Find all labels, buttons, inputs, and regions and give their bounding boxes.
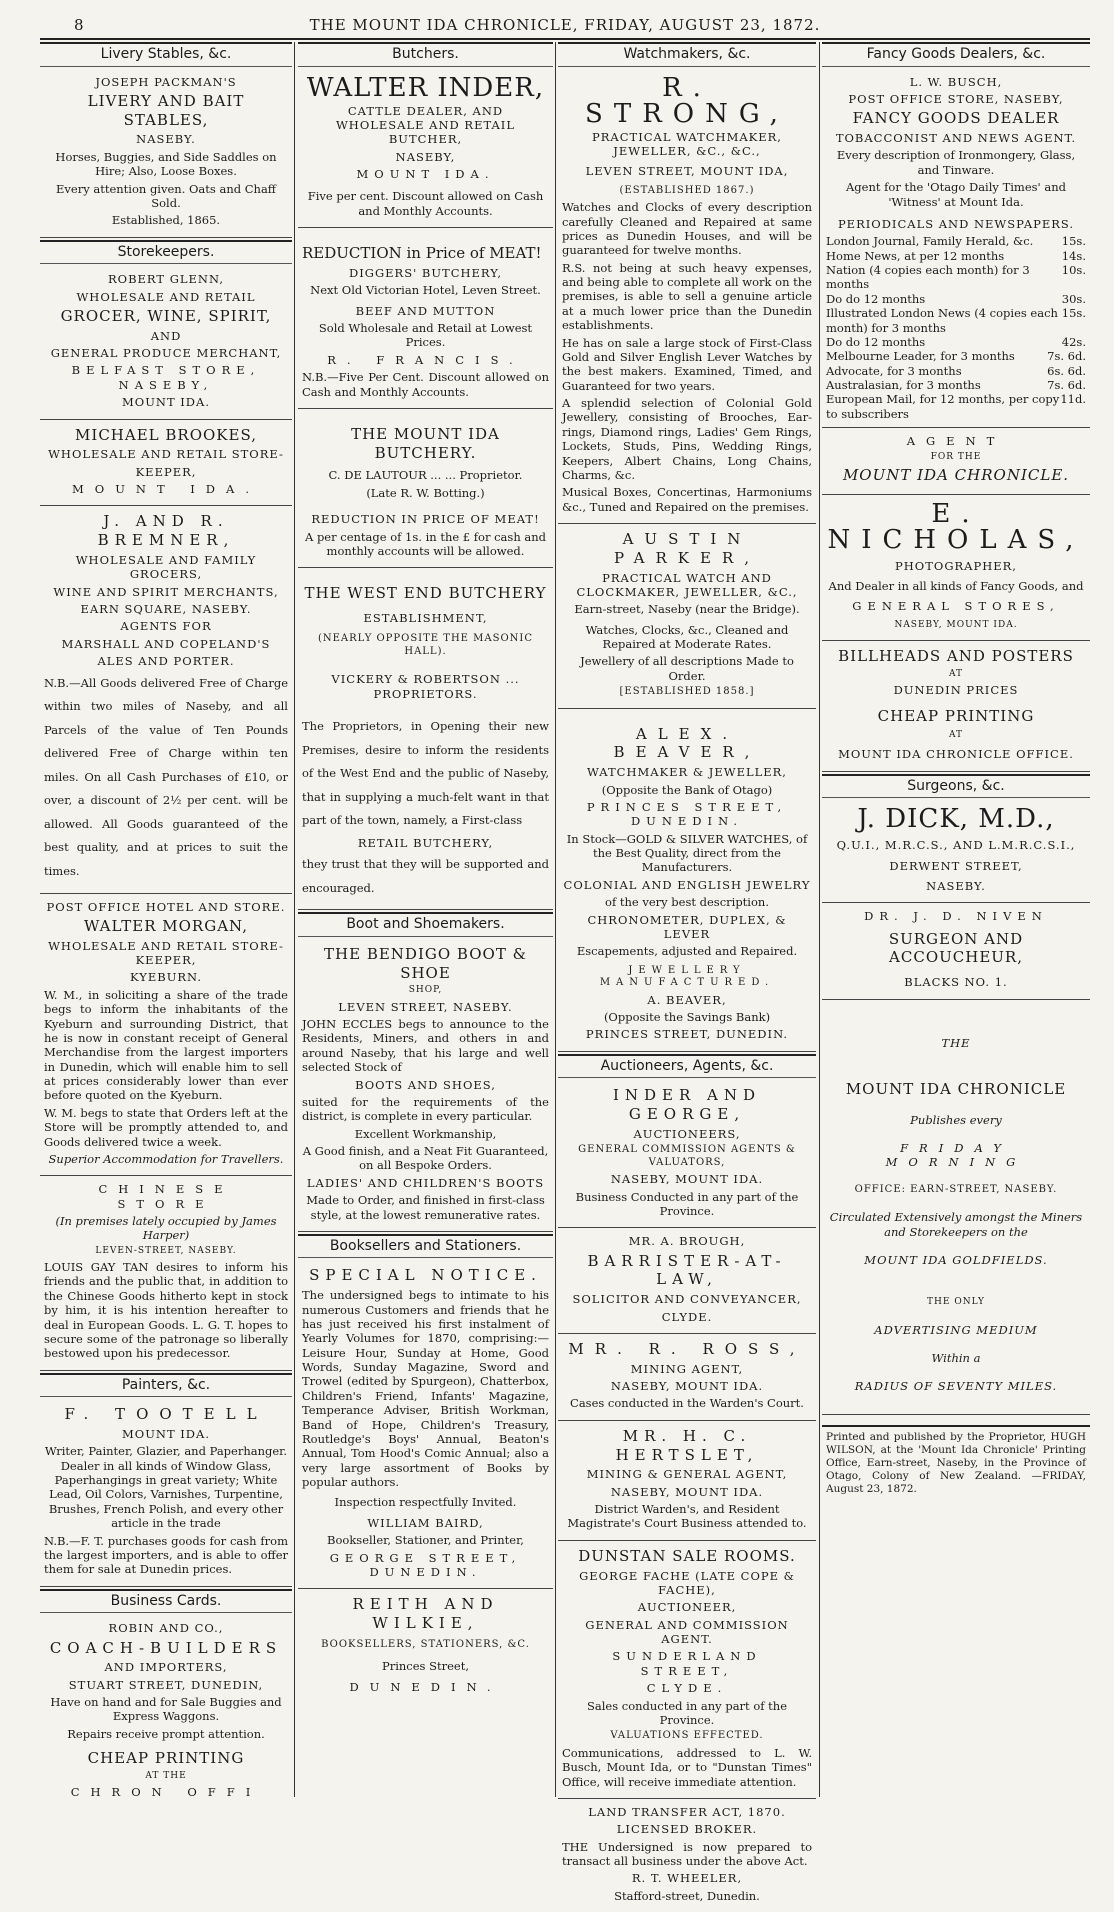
ad-body: The Proprietors, in Opening their new Premises, desire to inform the residents of the West End and the public of Naseby, that in supplying a much-felt want in that part of the town, namely, a First-class bbox=[302, 719, 549, 828]
ad-line: (NEARLY OPPOSITE THE MASONIC HALL). bbox=[317, 633, 534, 657]
ad-title: F. TOOTELL bbox=[64, 1405, 268, 1424]
ad-line: (Late R. W. Botting.) bbox=[366, 485, 485, 500]
ad-bendigo bbox=[298, 941, 553, 1232]
ad-reith bbox=[298, 1591, 553, 1703]
ad-title: DUNSTAN SALE ROOMS. bbox=[578, 1546, 796, 1565]
section-heading: Surgeons, &c. bbox=[822, 774, 1090, 799]
ad-title: THE BENDIGO BOOT & SHOE bbox=[324, 944, 527, 982]
ad-line: DERWENT STREET, bbox=[889, 858, 1023, 873]
ad-line: NASEBY. bbox=[926, 878, 986, 893]
section-heading: Boot and Shoemakers. bbox=[298, 912, 553, 937]
ad-line: Sold Wholesale and Retail at Lowest Prices. bbox=[318, 321, 533, 350]
ad-title: INDER AND GEORGE, bbox=[612, 1086, 762, 1123]
ad-body: LOUIS GAY TAN desires to inform his friends and the public that, in addition to the Chinese Goods hitherto kept in stock by him, it is his intention hereafter to deal in European Goods. L. G. T. hopes to secure some of the patronage so liberally bestowed upon his predecessor. bbox=[44, 1260, 288, 1361]
ad-line: ROBIN AND CO., bbox=[108, 1621, 224, 1636]
ad-title: SURGEON AND ACCOUCHEUR, bbox=[888, 929, 1024, 967]
periodical-price: 15s. bbox=[1061, 234, 1086, 249]
ad-line: LAND TRANSFER ACT, 1870. bbox=[588, 1804, 786, 1819]
ad-line: CLYDE. bbox=[661, 1309, 713, 1324]
ad-line: GEORGE FACHE (LATE COPE & FACHE), bbox=[579, 1568, 795, 1597]
ad-body: A splendid selection of Colonial Gold Jewellery, consisting of Brooches, Ear-rings, Diamond rings, Ladies' Gem Rings, Lockets, Studs, Pins, Wedding Rings, Keepers, Albert Chains, Long Chains, Charms, &c. bbox=[562, 396, 812, 482]
periodical-price: 6s. 6d. bbox=[1047, 363, 1086, 378]
ad-body: N.B.—Five Per Cent. Discount allowed on Cash and Monthly Accounts. bbox=[302, 370, 549, 399]
ad-line: MINING & GENERAL AGENT, bbox=[586, 1467, 788, 1482]
column-3 bbox=[558, 42, 816, 1903]
ad-line: Within a bbox=[931, 1351, 981, 1365]
ad-title: THE WEST END BUTCHERY bbox=[304, 584, 547, 603]
ad-line: NASEBY, MOUNT IDA. bbox=[610, 1484, 764, 1499]
page-header bbox=[40, 16, 1090, 40]
ad-line: Sales conducted in any part of the Province. bbox=[586, 1698, 787, 1727]
ad-line: LEVEN-STREET, NASEBY. bbox=[95, 1245, 237, 1256]
ad-line: BELFAST STORE, NASEBY, bbox=[71, 363, 261, 392]
ad-hertslet bbox=[558, 1423, 816, 1541]
ad-line: MR. A. BROUGH, bbox=[628, 1234, 746, 1249]
ad-line: GEORGE STREET, DUNEDIN. bbox=[329, 1550, 522, 1579]
periodical-item: Do do 12 months bbox=[826, 291, 926, 306]
page-header-title: THE MOUNT IDA CHRONICLE, FRIDAY, AUGUST 23, 1872. bbox=[309, 16, 821, 34]
ad-body: Made to Order, and finished in first-class style, at the lowest remunerative rates. bbox=[306, 1193, 545, 1222]
ad-line: WHOLESALE AND RETAIL bbox=[76, 289, 256, 304]
ad-line: RETAIL BUTCHERY, bbox=[357, 835, 494, 850]
ad-niven bbox=[822, 905, 1090, 999]
ad-line: LICENSED BROKER. bbox=[616, 1822, 758, 1837]
ad-line: Next Old Victorian Hotel, Leven Street. bbox=[310, 283, 541, 298]
ad-line: Q.U.I., M.R.C.S., AND L.M.R.C.S.I., bbox=[836, 838, 1076, 853]
ad-line: PRACTICAL WATCH AND CLOCKMAKER, JEWELLER, &C., bbox=[576, 570, 798, 599]
section-heading: Auctioneers, Agents, &c. bbox=[558, 1054, 816, 1079]
periodical-item: Home News, at per 12 months bbox=[826, 248, 1005, 263]
ad-line: DUNEDIN PRICES bbox=[893, 682, 1019, 697]
periodical-row bbox=[826, 263, 1086, 292]
periodical-row bbox=[826, 349, 1086, 363]
ad-line: BLACKS NO. 1. bbox=[904, 975, 1008, 990]
ad-line: THE ONLY bbox=[927, 1297, 985, 1308]
ad-line: NASEBY, bbox=[395, 149, 456, 164]
ad-title: J. DICK, M.D., bbox=[857, 804, 1055, 835]
periodical-price: 30s. bbox=[1061, 291, 1086, 306]
ad-body: Circulated Extensively amongst the Miners and Storekeepers on the bbox=[829, 1210, 1083, 1239]
ad-brookes bbox=[40, 422, 292, 507]
ad-line: KYEBURN. bbox=[129, 970, 203, 985]
ad-line: Established, 1865. bbox=[111, 213, 221, 228]
ad-baird bbox=[298, 1262, 553, 1589]
periodical-price: 7s. 6d. bbox=[1047, 349, 1086, 364]
ad-line: LADIES' AND CHILDREN'S BOOTS bbox=[306, 1175, 545, 1190]
ad-title: GROCER, WINE, SPIRIT, bbox=[60, 306, 272, 325]
ad-line: POST OFFICE HOTEL AND STORE. bbox=[46, 899, 286, 914]
ad-brough bbox=[558, 1230, 816, 1334]
ad-line: KEEPER, bbox=[135, 464, 197, 479]
column-rule bbox=[819, 42, 820, 1797]
ad-line: MOUNT IDA GOLDFIELDS. bbox=[864, 1253, 1048, 1267]
ad-diggers bbox=[298, 230, 553, 409]
ad-line: RADIUS OF SEVENTY MILES. bbox=[854, 1379, 1058, 1394]
ad-line: (Opposite the Savings Bank) bbox=[603, 1010, 771, 1024]
ad-line: Every attention given. Oats and Chaff Sold. bbox=[56, 181, 276, 210]
ad-line: CHRON OFFI bbox=[70, 1785, 262, 1800]
ad-line: WINE AND SPIRIT MERCHANTS, bbox=[53, 584, 279, 599]
section-heading: Storekeepers. bbox=[40, 240, 292, 265]
ad-chronicle bbox=[822, 1002, 1090, 1415]
ad-line: CLYDE. bbox=[646, 1681, 728, 1696]
ad-line: NASEBY, MOUNT IDA. bbox=[894, 619, 1018, 630]
ad-line: WHOLESALE AND RETAIL STORE- bbox=[48, 447, 284, 462]
ad-title: R. STRONG, bbox=[585, 72, 789, 129]
ad-body: JOHN ECCLES begs to announce to the Residents, Miners, and others in and around Naseby, that his large and well selected Stock of bbox=[302, 1017, 549, 1075]
ad-inder bbox=[298, 71, 553, 229]
ad-strong bbox=[558, 71, 816, 525]
ad-title: E. NICHOLAS, bbox=[827, 498, 1085, 555]
ad-line: DIGGERS' BUTCHERY, bbox=[349, 265, 502, 280]
column-2 bbox=[298, 42, 553, 1797]
ad-line: SUNDERLAND STREET, bbox=[612, 1649, 762, 1678]
ad-line: AT bbox=[948, 668, 963, 679]
ad-title: WALTER INDER, bbox=[306, 72, 545, 103]
ad-title: WALTER MORGAN, bbox=[84, 916, 248, 935]
ad-line: Every description of Ironmongery, Glass, and Tinware. bbox=[836, 148, 1076, 177]
ad-line: ALES AND PORTER. bbox=[97, 654, 235, 669]
ad-line: Stafford-street, Dunedin. bbox=[614, 1888, 760, 1903]
ad-line: WHOLESALE AND FAMILY GROCERS, bbox=[75, 552, 257, 582]
ad-line: STUART STREET, DUNEDIN, bbox=[68, 1677, 264, 1692]
periodical-row bbox=[826, 306, 1086, 335]
ad-body: N.B.—F. T. purchases goods for cash from the largest importers, and is able to offer them for sale at Dunedin prices. bbox=[44, 1533, 288, 1577]
ad-line: L. W. BUSCH, bbox=[909, 74, 1003, 89]
ad-line: Repairs receive prompt attention. bbox=[67, 1726, 265, 1741]
ad-chinese-store bbox=[40, 1178, 292, 1370]
ad-line: MOUNT IDA. bbox=[356, 167, 495, 181]
ad-line: Have on hand and for Sale Buggies and Express Waggons. bbox=[50, 1695, 282, 1724]
ad-robin bbox=[40, 1617, 292, 1808]
ad-title: REITH AND WILKIE, bbox=[352, 1595, 499, 1633]
section-heading: Livery Stables, &c. bbox=[40, 42, 292, 67]
ad-body: W. M. begs to state that Orders left at the Store will be promptly attended to, and Goods delivered twice a week. bbox=[44, 1105, 288, 1149]
ad-line: MOUNT IDA. bbox=[121, 1426, 210, 1441]
ad-parker bbox=[558, 526, 816, 709]
periodical-item: Advocate, for 3 months bbox=[826, 363, 962, 378]
ad-line: (Opposite the Bank of Otago) bbox=[601, 782, 773, 797]
imprint-text: Printed and published by the Proprietor, HUGH WILSON, at the 'Mount Ida Chronicle' Printing Office, Earn-street, Naseby, in the Province of Otago, Colony of New Zealand. —FRIDAY, August 23, 1872. bbox=[826, 1430, 1086, 1496]
periodical-row bbox=[826, 378, 1086, 392]
ad-line: Horses, Buggies, and Side Saddles on Hire; Also, Loose Boxes. bbox=[55, 149, 277, 179]
ad-morgan bbox=[40, 896, 292, 1177]
ad-land-transfer bbox=[558, 1801, 816, 1912]
ad-busch bbox=[822, 71, 1090, 429]
ad-body: suited for the requirements of the district, is complete in every particular. bbox=[302, 1094, 549, 1124]
ad-inder-george bbox=[558, 1082, 816, 1228]
column-4 bbox=[822, 42, 1090, 1797]
ad-line: MOUNT IDA. bbox=[121, 395, 210, 410]
ad-line: FOR THE bbox=[930, 451, 982, 462]
ad-line: A. BEAVER, bbox=[647, 992, 727, 1007]
ad-line: SHOP, bbox=[408, 985, 443, 996]
ad-line: DR. J. D. NIVEN bbox=[864, 909, 1048, 924]
ad-body: Business Conducted in any part of the Province. bbox=[575, 1189, 799, 1218]
ad-body: He has on sale a large stock of First-Class Gold and Silver English Lever Watches by the best makers. Examined, Timed, and Guaranteed for two years. bbox=[562, 335, 812, 393]
ad-billheads bbox=[822, 643, 1090, 772]
ad-line: WATCHMAKER & JEWELLER, bbox=[587, 765, 787, 780]
ad-line: LEVEN STREET, MOUNT IDA, bbox=[585, 164, 789, 179]
ad-dick bbox=[822, 802, 1090, 903]
ad-line: And Dealer in all kinds of Fancy Goods, and bbox=[828, 578, 1084, 593]
column-1 bbox=[40, 42, 292, 1800]
section-heading: Booksellers and Stationers. bbox=[298, 1234, 553, 1259]
periodical-row bbox=[826, 392, 1086, 421]
periodical-item: Nation (4 copies each month) for 3 months bbox=[826, 263, 1030, 292]
ad-line: AT bbox=[948, 730, 963, 740]
ad-line: REDUCTION IN PRICE OF MEAT! bbox=[311, 512, 540, 527]
ad-line: CATTLE DEALER, AND WHOLESALE AND RETAIL BUTCHER, bbox=[335, 103, 515, 147]
imprint bbox=[822, 1425, 1090, 1506]
ad-line: Princes Street, bbox=[381, 1659, 469, 1674]
ad-line: AUCTIONEERS, bbox=[633, 1126, 741, 1141]
ad-line: (ESTABLISHED 1867.) bbox=[619, 184, 755, 196]
periodical-price: 42s. bbox=[1061, 334, 1086, 349]
ad-title: REDUCTION in Price of MEAT! bbox=[302, 244, 542, 263]
periodical-price: 14s. bbox=[1061, 248, 1086, 263]
ad-line: R. FRANCIS. bbox=[327, 352, 524, 367]
periodical-row bbox=[826, 364, 1086, 378]
periodicals-heading: PERIODICALS AND NEWSPAPERS. bbox=[837, 216, 1075, 231]
ad-line: R. T. WHEELER, bbox=[631, 1871, 743, 1886]
ad-line: FRIDAY MORNING bbox=[885, 1141, 1027, 1170]
ad-title: COACH-BUILDERS bbox=[49, 1638, 283, 1657]
ad-dunstan bbox=[558, 1543, 816, 1799]
ad-line: A Good finish, and a Neat Fit Guaranteed, on all Bespoke Orders. bbox=[302, 1144, 549, 1173]
ad-line: Excellent Workmanship, bbox=[354, 1126, 497, 1141]
ad-line: LEVEN STREET, NASEBY. bbox=[338, 999, 513, 1014]
ad-line: DUNEDIN. bbox=[349, 1679, 502, 1694]
ad-line: Cases conducted in the Warden's Court. bbox=[570, 1396, 804, 1411]
ad-line: NASEBY, MOUNT IDA. bbox=[610, 1172, 764, 1187]
periodical-item: London Journal, Family Herald, &c. bbox=[826, 234, 1034, 249]
ad-line: Jewellery of all descriptions Made to Order. bbox=[580, 654, 794, 683]
ad-line: MINING AGENT, bbox=[630, 1361, 744, 1376]
ad-line: WHOLESALE AND RETAIL STORE-KEEPER, bbox=[48, 938, 284, 968]
ad-title: MR. R. ROSS, bbox=[568, 1339, 806, 1358]
ad-line: BOOKSELLERS, STATIONERS, &C. bbox=[321, 1638, 530, 1650]
ad-body: Writer, Painter, Glazier, and Paperhanger. Dealer in all kinds of Window Glass, Paperhangings in great variety; White Lead, Oil Colors, Varnishes, Turpentine, Brushes, French Polish, and every other article in the trade bbox=[44, 1444, 288, 1531]
ad-tootell bbox=[40, 1401, 292, 1587]
ad-title: MOUNT IDA CHRONICLE. bbox=[842, 465, 1070, 484]
ad-body: Watches, Clocks, &c., Cleaned and Repaired at Moderate Rates. bbox=[585, 622, 789, 651]
ad-title: BILLHEADS AND POSTERS bbox=[838, 646, 1074, 665]
ad-line: JEWELLERY MANUFACTURED. bbox=[599, 964, 775, 989]
ad-nicholas bbox=[822, 497, 1090, 641]
ad-line: GENERAL COMMISSION AGENTS & VALUATORS, bbox=[578, 1144, 796, 1168]
ad-body: Musical Boxes, Concertinas, Harmoniums &c., Tuned and Repaired on the premises. bbox=[562, 485, 812, 514]
ad-body: Watches and Clocks of every description carefully Cleaned and Repaired at same prices as Dunedin Houses, and will be guaranteed for twelve months. bbox=[562, 200, 812, 258]
periodical-price: 11d. bbox=[1060, 392, 1086, 407]
ad-west-end-butchery bbox=[298, 570, 553, 910]
periodical-item: European Mail, for 12 months, per copy to subscribers bbox=[826, 392, 1060, 421]
section-heading: Fancy Goods Dealers, &c. bbox=[822, 42, 1090, 67]
ad-body: they trust that they will be supported and encouraged. bbox=[302, 857, 549, 895]
ad-title: ALEX. BEAVER, bbox=[613, 724, 761, 762]
ad-line: TOBACCONIST AND NEWS AGENT. bbox=[835, 131, 1077, 145]
ad-line: [ESTABLISHED 1858.] bbox=[619, 686, 755, 698]
ad-title: MICHAEL BROOKES, bbox=[75, 425, 257, 444]
ad-line: of the very best description. bbox=[605, 895, 769, 910]
ad-line: SOLICITOR AND CONVEYANCER, bbox=[572, 1292, 802, 1307]
ad-line: AT THE bbox=[145, 1770, 187, 1781]
ad-agent bbox=[822, 430, 1090, 494]
ad-line: THE bbox=[941, 1035, 971, 1050]
ad-line: POST OFFICE STORE, NASEBY, bbox=[848, 91, 1064, 106]
ad-line: Superior Accommodation for Travellers. bbox=[48, 1151, 284, 1166]
ad-line: AUCTIONEER, bbox=[637, 1600, 737, 1615]
ad-body: A per centage of 1s. in the £ for cash and monthly accounts will be allowed. bbox=[304, 529, 547, 558]
ad-title: CHEAP PRINTING bbox=[87, 1749, 245, 1768]
ad-line: PRACTICAL WATCHMAKER, JEWELLER, &C., &C., bbox=[592, 129, 782, 158]
ad-line: AGENTS FOR bbox=[120, 619, 212, 634]
ad-line: WILLIAM BAIRD, bbox=[367, 1515, 484, 1530]
ad-glenn bbox=[40, 268, 292, 419]
ad-title: FANCY GOODS DEALER bbox=[852, 109, 1060, 128]
ad-title: MR. H. C. HERTSLET, bbox=[615, 1426, 759, 1464]
ad-line: GENERAL PRODUCE MERCHANT, bbox=[50, 346, 282, 360]
ad-packman bbox=[40, 71, 292, 238]
ad-line: NASEBY. bbox=[136, 132, 196, 147]
section-heading: Butchers. bbox=[298, 42, 553, 67]
ad-line: EARN SQUARE, NASEBY. bbox=[80, 602, 252, 616]
periodical-row bbox=[826, 292, 1086, 306]
ad-line: ESTABLISHMENT, bbox=[363, 611, 488, 625]
ad-title: THE MOUNT IDA BUTCHERY. bbox=[351, 424, 500, 462]
ad-body: District Warden's, and Resident Magistrate's Court Business attended to. bbox=[567, 1502, 807, 1531]
ad-line: Publishes every bbox=[910, 1112, 1002, 1127]
periodical-item: Australasian, for 3 months bbox=[826, 378, 981, 392]
section-heading: Watchmakers, &c. bbox=[558, 42, 816, 67]
ad-ross bbox=[558, 1336, 816, 1421]
ad-line: NASEBY, MOUNT IDA. bbox=[610, 1379, 764, 1393]
periodical-row bbox=[826, 335, 1086, 349]
ad-line: OFFICE: EARN-STREET, NASEBY. bbox=[854, 1183, 1058, 1195]
ad-line: Bookseller, Stationer, and Printer, bbox=[327, 1533, 524, 1548]
ad-title: LIVERY AND BAIT STABLES, bbox=[87, 91, 245, 129]
ad-line: GENERAL STORES, bbox=[852, 599, 1060, 614]
ad-line: BOOTS AND SHOES, bbox=[355, 1077, 496, 1092]
ad-title: BARRISTER-AT-LAW, bbox=[587, 1251, 787, 1289]
ad-body: Communications, addressed to L. W. Busch, Mount Ida, or to "Dunstan Times" Office, will receive immediate attention. bbox=[562, 1745, 812, 1789]
ad-body: The undersigned begs to intimate to his numerous Customers and friends that he has just received his first instalment of Yearly Volumes for 1870, comprising:—Leisure Hour, Sunday at Home, Good Words, Sunday Magazine, Sword and Trowel (edited by Spurgeon), Chatterbox, Children's Friend, Infants' Magazine, Temperance Adviser, British Workman, Band of Hope, Children's Treasury, Routledge's Boys' Annual, Beaton's Annual, Tom Hood's Comic Annual; also a very large assortment of Books by popular authors. bbox=[302, 1288, 549, 1490]
ad-mount-ida-butchery bbox=[298, 411, 553, 568]
ad-line: Earn-street, Naseby (near the Bridge). bbox=[574, 602, 800, 617]
periodical-item: Do do 12 months bbox=[826, 334, 926, 349]
ad-body: THE Undersigned is now prepared to transact all business under the above Act. bbox=[562, 1839, 812, 1868]
ad-line: BEEF AND MUTTON bbox=[355, 303, 496, 318]
ad-title: J. AND R. BREMNER, bbox=[97, 512, 235, 550]
ad-line: MOUNT IDA. bbox=[71, 482, 260, 496]
ad-line: PRINCES STREET, DUNEDIN. bbox=[585, 1027, 789, 1042]
ad-title: SPECIAL NOTICE. bbox=[309, 1266, 542, 1285]
ad-body: Five per cent. Discount allowed on Cash and Monthly Accounts. bbox=[307, 189, 544, 218]
periodical-price: 10s. bbox=[1061, 263, 1086, 277]
periodical-item: Illustrated London News (4 copies each month) for 3 months bbox=[826, 306, 1058, 335]
periodicals-list bbox=[826, 234, 1086, 421]
ad-body: R.S. not being at such heavy expenses, and being able to complete all work on the premises, is able to sell a genuine article at a much lower price than the Dunedin establishments. bbox=[562, 260, 812, 333]
periodical-item: Melbourne Leader, for 3 months bbox=[826, 349, 1015, 364]
column-rule bbox=[294, 42, 295, 1797]
ad-body: In Stock—GOLD & SILVER WATCHES, of the Best Quality, direct from the Manufacturers. bbox=[566, 831, 808, 875]
ad-beaver bbox=[558, 711, 816, 1052]
ad-title: AUSTIN PARKER, bbox=[613, 530, 761, 567]
ad-title: MOUNT IDA CHRONICLE bbox=[845, 1079, 1067, 1098]
ad-line: COLONIAL AND ENGLISH JEWELRY bbox=[563, 877, 811, 892]
ad-line: GENERAL AND COMMISSION AGENT. bbox=[585, 1617, 789, 1646]
ad-line: C. DE LAUTOUR ... ... Proprietor. bbox=[328, 468, 523, 483]
ad-line: AND bbox=[150, 328, 182, 343]
ad-line: PRINCES STREET, DUNEDIN. bbox=[586, 799, 788, 829]
section-heading: Painters, &c. bbox=[40, 1373, 292, 1398]
ad-line: ADVERTISING MEDIUM bbox=[874, 1322, 1038, 1337]
periodical-row bbox=[826, 234, 1086, 248]
ad-line: VICKERY & ROBERTSON ... PROPRIETORS. bbox=[331, 672, 520, 701]
ad-body: N.B.—All Goods delivered Free of Charge within two miles of Naseby, and all Parcels of the value of Ten Pounds delivered Free of Charge within ten miles. On all Cash Purchases of £10, or over, a discount of 2½ per cent. will be allowed. All Goods guaranteed of the best quality, and at prices to suit the times. bbox=[44, 675, 288, 878]
ad-line: (In premises lately occupied by James Harper) bbox=[55, 1214, 277, 1243]
periodical-price: 15s. bbox=[1061, 306, 1086, 321]
periodical-row bbox=[826, 249, 1086, 263]
periodical-price: 7s. 6d. bbox=[1047, 378, 1086, 392]
ad-line: Agent for the 'Otago Daily Times' and 'Witness' at Mount Ida. bbox=[846, 180, 1066, 209]
section-heading: Business Cards. bbox=[40, 1589, 292, 1614]
ad-line: MOUNT IDA CHRONICLE OFFICE. bbox=[838, 747, 1074, 762]
ad-line: AND IMPORTERS, bbox=[104, 1660, 228, 1675]
page-number: 8 bbox=[74, 16, 85, 34]
ad-body: W. M., in soliciting a share of the trade begs to inform the inhabitants of the Kyeburn and surrounding District, that he is now in constant receipt of General Merchandise from the largest importers in Dunedin, which will enable him to sell at prices considerably lower than ever before quoted on the Kyeburn. bbox=[44, 987, 288, 1103]
column-rule bbox=[555, 42, 556, 1797]
ad-title: CHEAP PRINTING bbox=[877, 707, 1035, 726]
ad-line: VALUATIONS EFFECTED. bbox=[610, 1730, 764, 1742]
ad-line: AGENT bbox=[906, 434, 1006, 449]
ad-line: Inspection respectfully Invited. bbox=[334, 1495, 517, 1510]
ad-title: CHINESE STORE bbox=[98, 1182, 234, 1211]
ad-line: ROBERT GLENN, bbox=[108, 272, 224, 287]
ad-line: CHRONOMETER, DUPLEX, & LEVER bbox=[587, 912, 787, 941]
ad-line: Escapements, adjusted and Repaired. bbox=[576, 944, 798, 959]
ad-line: JOSEPH PACKMAN'S bbox=[95, 74, 237, 89]
ad-line: PHOTOGRAPHER, bbox=[895, 558, 1017, 573]
ad-bremner bbox=[40, 508, 292, 893]
ad-line: MARSHALL AND COPELAND'S bbox=[61, 636, 271, 651]
